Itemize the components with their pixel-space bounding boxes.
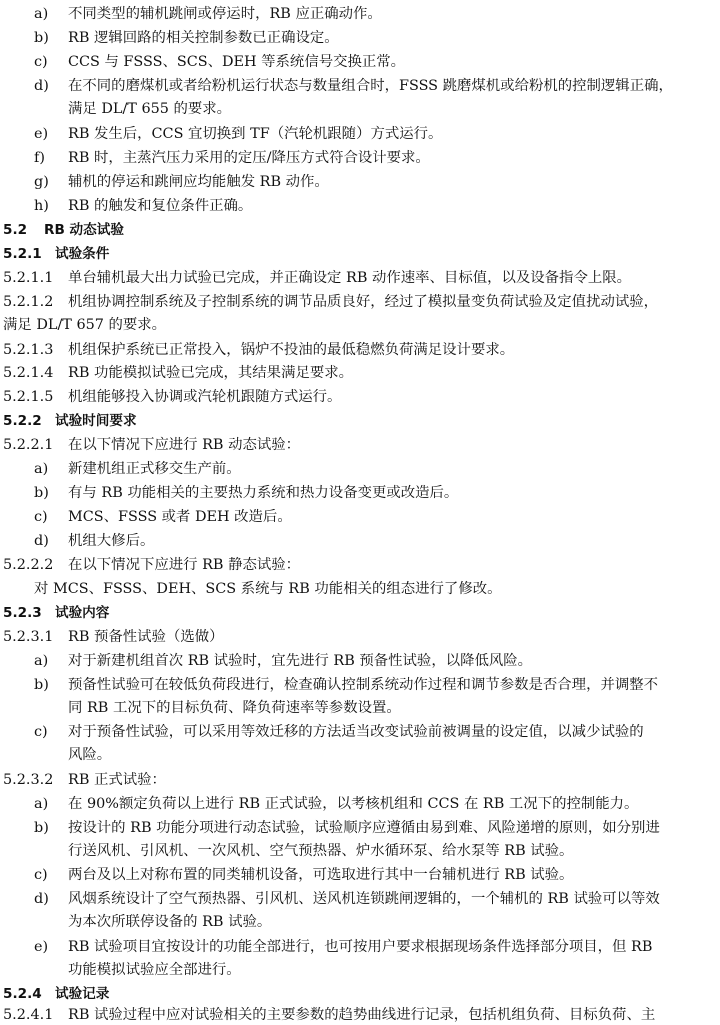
list-item <box>0 937 714 957</box>
section-number: 5.2.1 <box>3 246 42 262</box>
clause-number: 5.2.4.1 <box>3 1007 54 1023</box>
clause <box>0 435 714 455</box>
clause-text: RB 预备性试验（选做） <box>68 629 224 645</box>
item-label: c) <box>34 867 48 883</box>
clause-number: 5.2.2.2 <box>3 557 54 573</box>
item-label: e) <box>34 126 49 142</box>
clause-number: 5.2.2.1 <box>3 437 54 453</box>
item-text: RB 时，主蒸汽压力采用的定压/降压方式符合设计要求。 <box>68 150 430 166</box>
clause <box>0 292 714 312</box>
item-label: b) <box>34 820 49 836</box>
clause-text-cont: 对 MCS、FSSS、DEH、SCS 系统与 RB 功能相关的组态进行了修改。 <box>34 581 502 597</box>
list-item <box>0 675 714 695</box>
list-item <box>0 818 714 838</box>
item-text: 不同类型的辅机跳闸或停运时，RB 应正确动作。 <box>68 6 382 22</box>
item-label: c) <box>34 509 48 525</box>
clause-continuation <box>0 315 714 335</box>
item-label: d) <box>34 891 49 907</box>
section-number: 5.2.2 <box>3 413 42 429</box>
item-label: a) <box>34 461 49 477</box>
item-text: 辅机的停运和跳闸应均能触发 RB 动作。 <box>68 174 329 190</box>
item-label: c) <box>34 724 48 740</box>
section-number: 5.2 <box>3 222 28 238</box>
item-text: RB 发生后，CCS 宜切换到 TF（汽轮机跟随）方式运行。 <box>68 126 443 142</box>
clause-text: RB 试验过程中应对试验相关的主要参数的趋势曲线进行记录，包括机组负荷、目标负荷、主 <box>68 1007 656 1023</box>
item-text: 对于新建机组首次 RB 试验时，宜先进行 RB 预备性试验，以降低风险。 <box>68 653 533 669</box>
item-label: b) <box>34 485 49 501</box>
clause-number: 5.2.1.4 <box>3 365 54 381</box>
clause-number: 5.2.3.1 <box>3 629 54 645</box>
list-item-continuation <box>0 960 714 980</box>
list-item-continuation <box>0 841 714 861</box>
item-text: 有与 RB 功能相关的主要热力系统和热力设备变更或改造后。 <box>68 485 459 501</box>
clause-continuation <box>0 579 714 599</box>
list-item <box>0 76 714 96</box>
list-item <box>0 124 714 144</box>
clause-text: 机组保护系统已正常投入，锅炉不投油的最低稳燃负荷满足设计要求。 <box>68 342 515 358</box>
section-title: 试验条件 <box>55 246 110 262</box>
list-item-continuation <box>0 912 714 932</box>
section-heading <box>0 411 714 431</box>
clause-text: 在以下情况下应进行 RB 静态试验： <box>68 557 301 573</box>
item-label: b) <box>34 677 49 693</box>
item-label: d) <box>34 78 49 94</box>
item-label: d) <box>34 533 49 549</box>
clause-number: 5.2.1.2 <box>3 294 54 310</box>
list-item <box>0 865 714 885</box>
item-text: 机组大修后。 <box>68 533 155 549</box>
clause <box>0 363 714 383</box>
item-text: 风烟系统设计了空气预热器、引风机、送风机连锁跳闸逻辑的，一个辅机的 RB 试验可以等效 <box>68 891 660 907</box>
item-label: g) <box>34 174 49 190</box>
section-heading <box>0 984 714 1004</box>
list-item <box>0 52 714 72</box>
section-heading <box>0 603 714 623</box>
clause-text: 机组能够投入协调或汽轮机跟随方式运行。 <box>68 389 342 405</box>
clause <box>0 340 714 360</box>
item-text: RB 的触发和复位条件正确。 <box>68 198 253 214</box>
section-number: 5.2.3 <box>3 605 42 621</box>
item-text: 在不同的磨煤机或者给粉机运行状态与数量组合时，FSSS 跳磨煤机或给粉机的控制逻辑正确， <box>68 78 673 94</box>
list-item <box>0 28 714 48</box>
section-title: 试验内容 <box>55 605 110 621</box>
clause-text: RB 功能模拟试验已完成，其结果满足要求。 <box>68 365 354 381</box>
list-item-continuation <box>0 698 714 718</box>
list-item <box>0 531 714 551</box>
item-text-cont: 风险。 <box>68 747 112 763</box>
item-label: b) <box>34 30 49 46</box>
clause-text: 机组协调控制系统及子控制系统的调节品质良好，经过了模拟量变负荷试验及定值扰动试验， <box>68 294 659 310</box>
section-heading <box>0 220 714 240</box>
item-text-cont: 为本次所联停设备的 RB 试验。 <box>68 914 272 930</box>
item-text-cont: 功能模拟试验应全部进行。 <box>68 962 241 978</box>
section-number: 5.2.4 <box>3 986 42 1002</box>
list-item <box>0 196 714 216</box>
item-text: 预备性试验可在较低负荷段进行，检查确认控制系统动作过程和调节参数是否合理，并调整不 <box>68 677 659 693</box>
item-label: h) <box>34 198 49 214</box>
section-title: RB 动态试验 <box>44 222 124 238</box>
item-text: 在 90%额定负荷以上进行 RB 正式试验，以考核机组和 CCS 在 RB 工况下的控制能力。 <box>68 796 639 812</box>
section-title: 试验时间要求 <box>55 413 137 429</box>
item-label: a) <box>34 653 49 669</box>
clause <box>0 387 714 407</box>
item-text-cont: 同 RB 工况下的目标负荷、降负荷速率等参数设置。 <box>68 700 401 716</box>
item-label: a) <box>34 796 49 812</box>
clause-number: 5.2.1.5 <box>3 389 54 405</box>
list-item <box>0 4 714 24</box>
clause <box>0 555 714 575</box>
section-title: 试验记录 <box>55 986 110 1002</box>
item-label: c) <box>34 54 48 70</box>
item-text: CCS 与 FSSS、SCS、DEH 等系统信号交换正常。 <box>68 54 406 70</box>
clause-text: RB 正式试验： <box>68 772 166 788</box>
item-text: 新建机组正式移交生产前。 <box>68 461 241 477</box>
list-item <box>0 459 714 479</box>
item-text: RB 试验项目宜按设计的功能全部进行，也可按用户要求根据现场条件选择部分项目，但 RB <box>68 939 653 955</box>
list-item-continuation <box>0 745 714 765</box>
item-label: a) <box>34 6 49 22</box>
item-text: 对于预备性试验，可以采用等效迁移的方法适当改变试验前被调量的设定值，以减少试验的 <box>68 724 644 740</box>
item-text-cont: 满足 DL/T 655 的要求。 <box>68 101 232 117</box>
section-heading <box>0 244 714 264</box>
clause-number: 5.2.3.2 <box>3 772 54 788</box>
clause-text: 在以下情况下应进行 RB 动态试验： <box>68 437 301 453</box>
clause-text: 单台辅机最大出力试验已完成，并正确设定 RB 动作速率、目标值，以及设备指令上限。 <box>68 270 632 286</box>
clause-text-cont: 满足 DL/T 657 的要求。 <box>3 317 167 333</box>
list-item-continuation <box>0 99 714 119</box>
clause <box>0 770 714 790</box>
item-text: 两台及以上对称布置的同类辅机设备，可选取进行其中一台辅机进行 RB 试验。 <box>68 867 574 883</box>
list-item <box>0 172 714 192</box>
list-item <box>0 483 714 503</box>
list-item <box>0 148 714 168</box>
clause-number: 5.2.1.1 <box>3 270 54 286</box>
item-label: f) <box>34 150 45 166</box>
item-text: RB 逻辑回路的相关控制参数已正确设定。 <box>68 30 339 46</box>
clause <box>0 627 714 647</box>
item-text: MCS、FSSS 或者 DEH 改造后。 <box>68 509 292 525</box>
item-label: e) <box>34 939 49 955</box>
item-text: 按设计的 RB 功能分项进行动态试验，试验顺序应遵循由易到难、风险递增的原则，如分别进 <box>68 820 660 836</box>
list-item <box>0 507 714 527</box>
clause <box>0 1005 714 1025</box>
list-item <box>0 651 714 671</box>
item-text-cont: 行送风机、引风机、一次风机、空气预热器、炉水循环泵、给水泵等 RB 试验。 <box>68 843 574 859</box>
list-item <box>0 889 714 909</box>
clause <box>0 268 714 288</box>
list-item <box>0 794 714 814</box>
clause-number: 5.2.1.3 <box>3 342 54 358</box>
list-item <box>0 722 714 742</box>
